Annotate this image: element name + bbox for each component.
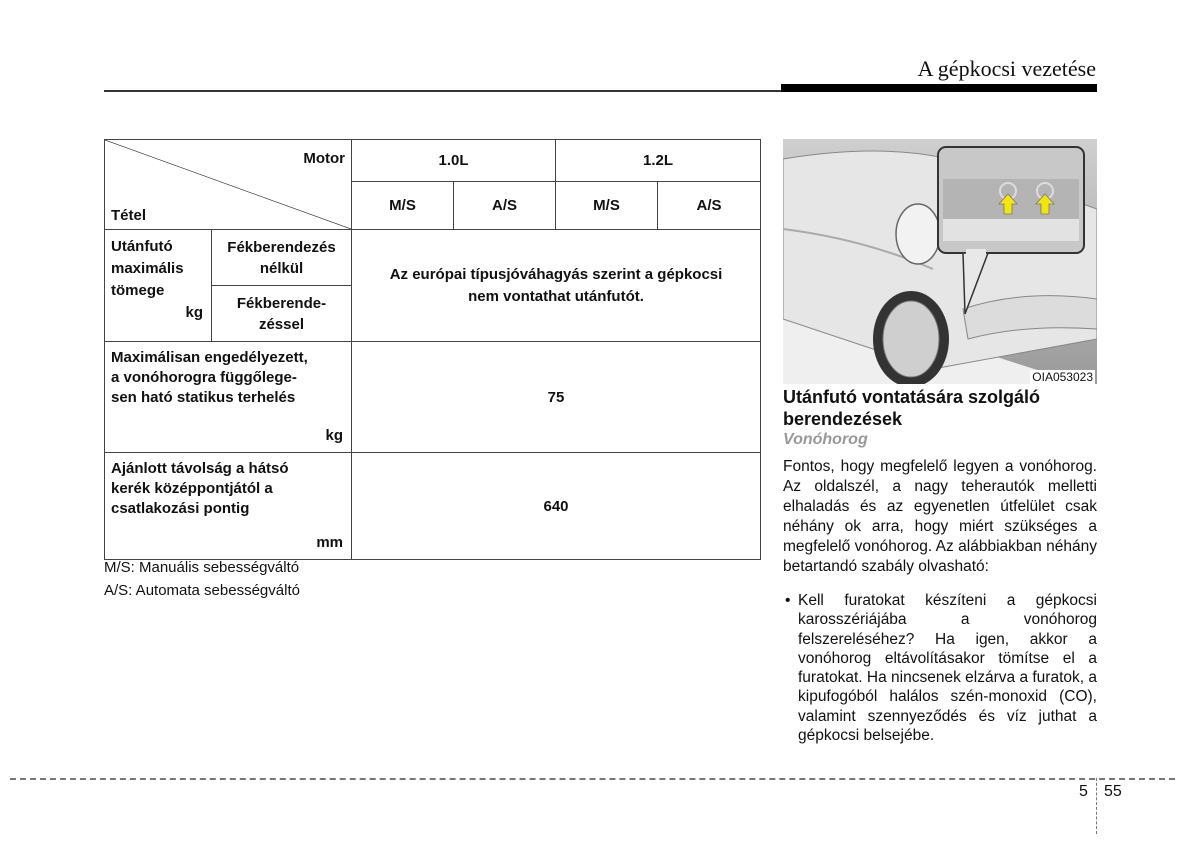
footer-divider	[10, 778, 1175, 780]
unit-label: kg	[325, 427, 343, 444]
transmission-header: A/S	[658, 182, 761, 230]
label-line: Ajánlott távolság a hátsó	[111, 460, 289, 477]
transmission-header: A/S	[454, 182, 556, 230]
label-line: a vonóhorogra függőlege-	[111, 369, 297, 386]
header-rule	[104, 90, 784, 92]
label-line: Utánfutó	[111, 238, 173, 255]
label-line: sen ható statikus terhelés	[111, 389, 296, 406]
corner-label-tetel: Tétel	[111, 207, 147, 224]
table-corner-cell	[105, 140, 352, 230]
row-label-static-load	[105, 342, 352, 453]
label-line: Fékberende-	[236, 294, 327, 312]
label-line: maximális	[111, 260, 184, 277]
table-row	[105, 453, 761, 560]
figure-code: OIA053023	[1032, 370, 1093, 384]
static-load-value: 75	[352, 342, 761, 453]
bullet-item	[783, 591, 1097, 745]
table-header-row-engine	[105, 140, 761, 182]
footer-vertical-divider	[1096, 778, 1097, 834]
label-line: Fékberendezés	[227, 238, 336, 256]
trailer-mass-value	[352, 230, 761, 342]
abbreviation-legend	[104, 556, 300, 602]
page-number: 55	[1104, 783, 1122, 800]
engine-header: 1.0L	[352, 140, 556, 182]
legend-item: A/S: Automata sebességváltó	[104, 582, 300, 599]
label-line: kerék középpontjától a	[111, 480, 273, 497]
sub-row-label-unbraked	[212, 230, 352, 286]
trailer-spec-table	[104, 139, 761, 560]
header-rule-bold	[781, 84, 1097, 92]
value-line: Az európai típusjóváhagyás szerint a gépkocsi	[389, 265, 723, 283]
table-row	[105, 342, 761, 453]
distance-value: 640	[352, 453, 761, 560]
table-row	[105, 230, 761, 286]
unit-label: mm	[316, 534, 343, 551]
section-title: Utánfutó vontatására szolgáló berendezések	[783, 387, 1041, 429]
value-line: nem vontathat utánfutót.	[468, 287, 644, 305]
label-line: nélkül	[259, 259, 304, 277]
bullet-text: Kell furatokat készíteni a gépkocsi karosszériájába a vonóhorog felszereléséhez? Ha igen, akkor a vonóhorog eltávolításakor tömítse el a furatokat. Ha nincsenek elzárva a furatok, a kipufogóból halálos szén-monoxid (CO), valamint szennyeződés és víz juthat a gépkocsi belsejébe.	[798, 592, 1097, 745]
row-label-distance	[105, 453, 352, 560]
corner-label-motor: Motor	[303, 150, 345, 167]
label-line: tömege	[111, 282, 165, 299]
label-line: zéssel	[258, 315, 305, 333]
bullet-icon: •	[785, 592, 791, 609]
row-label-trailer-mass	[105, 230, 212, 342]
engine-header: 1.2L	[556, 140, 761, 182]
transmission-header: M/S	[556, 182, 658, 230]
unit-label: kg	[185, 304, 203, 321]
transmission-header: M/S	[352, 182, 454, 230]
section-subtitle: Vonóhorog	[783, 431, 868, 448]
label-line: csatlakozási pontig	[111, 500, 250, 517]
car-rear-illustration	[783, 139, 1097, 384]
chapter-header-title: A gépkocsi vezetése	[917, 56, 1096, 81]
chapter-number: 5	[1079, 783, 1088, 800]
sub-row-label-braked	[212, 286, 352, 342]
label-line: Maximálisan engedélyezett,	[111, 349, 308, 366]
legend-item: M/S: Manuális sebességváltó	[104, 559, 300, 576]
section-body: Fontos, hogy megfelelő legyen a vonóhorog. Az oldalszél, a nagy teherautók melletti elhaladás és az egyenetlen útfelület csak néhány ok arra, hogy miért szükséges a megfelelő vonóhorog. Az alábbiakban néhány betartandó szabály olvasható:	[783, 458, 1097, 575]
tow-hitch-illustration	[783, 139, 1097, 384]
